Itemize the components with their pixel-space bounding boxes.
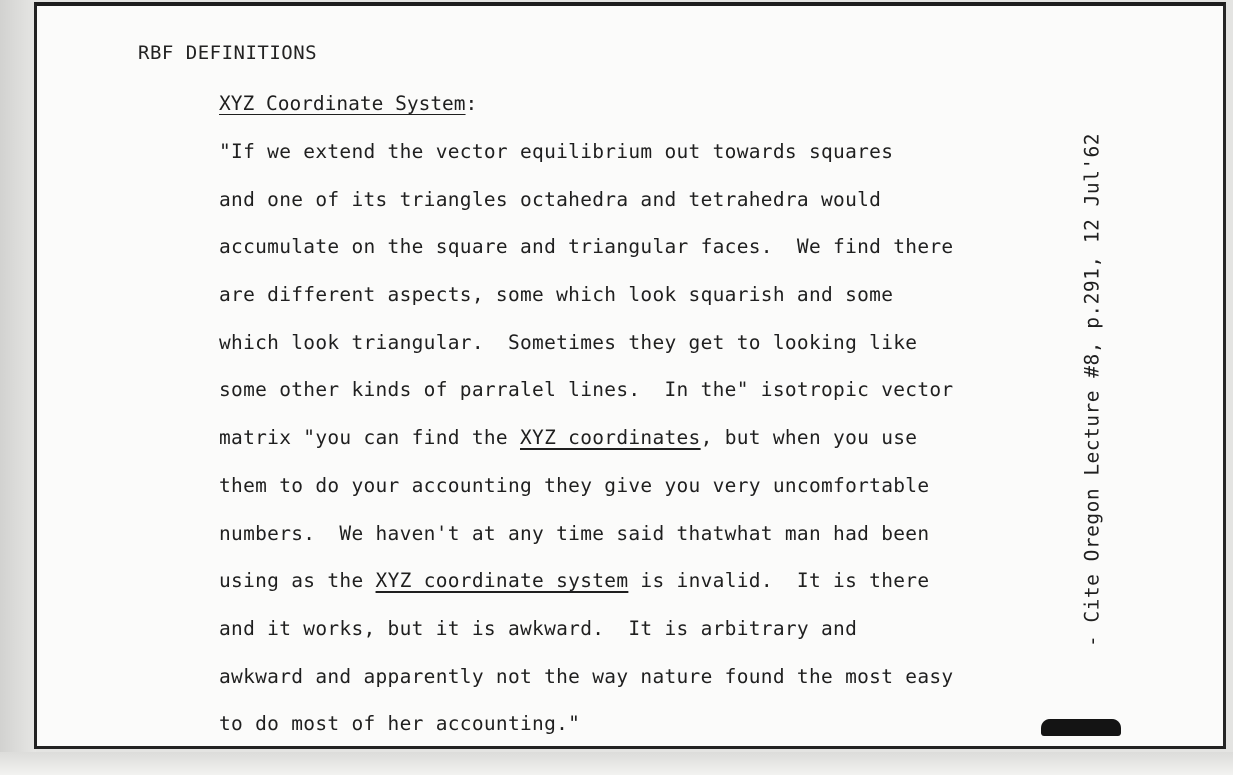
underlined-term: XYZ coordinates bbox=[520, 426, 701, 450]
quote-line bbox=[219, 617, 953, 665]
quote-text: and it works, but it is awkward. It is arbitrary and bbox=[219, 616, 858, 640]
quote-text: to do most of her accounting." bbox=[219, 712, 581, 736]
quote-text: and one of its triangles octahedra and tetrahedra would bbox=[219, 187, 882, 211]
quote-line bbox=[219, 378, 953, 426]
quote-text: accumulate on the square and triangular faces. We find there bbox=[219, 235, 954, 259]
citation-text: - Cite Oregon Lecture #8, p.291, 12 Jul'62 bbox=[1080, 132, 1104, 648]
quote-text: is invalid. It is there bbox=[628, 569, 930, 593]
quote-line bbox=[219, 283, 953, 331]
quote-text: numbers. We haven't at any time said thatwhat man had been bbox=[219, 521, 930, 545]
quote-text: "If we extend the vector equilibrium out towards squares bbox=[219, 140, 894, 163]
quote-text: matrix "you can find the bbox=[219, 426, 520, 450]
quote-text: , but when you use bbox=[700, 426, 918, 450]
quote-line bbox=[219, 188, 953, 236]
quote-line bbox=[219, 426, 953, 474]
quote-text: which look triangular. Sometimes they get to looking like bbox=[219, 330, 918, 354]
quote-line bbox=[219, 140, 953, 188]
quote-line bbox=[219, 522, 953, 570]
quote-text: awkward and apparently not the way nature found the most easy bbox=[219, 664, 954, 688]
underlined-term: XYZ coordinate system bbox=[375, 569, 629, 593]
quote-line bbox=[219, 235, 953, 283]
left-scan-shadow bbox=[0, 0, 36, 775]
quote-line bbox=[219, 331, 953, 379]
quote-line bbox=[219, 474, 953, 522]
term-colon: : bbox=[465, 92, 478, 115]
redaction-mark bbox=[1041, 719, 1121, 736]
page-title: RBF DEFINITIONS bbox=[138, 42, 318, 64]
term-title: XYZ Coordinate System bbox=[219, 92, 466, 115]
index-card bbox=[34, 2, 1226, 749]
quote-line bbox=[219, 665, 953, 713]
quote-text: them to do your accounting they give you very uncomfortable bbox=[219, 473, 930, 497]
quote-text: using as the bbox=[219, 569, 376, 593]
term-heading bbox=[219, 92, 477, 115]
quote-text: are different aspects, some which look squarish and some bbox=[219, 283, 894, 307]
definition-quote bbox=[219, 140, 953, 760]
quote-line bbox=[219, 569, 953, 617]
quote-line bbox=[219, 712, 953, 760]
quote-text: some other kinds of parralel lines. In the" isotropic vector bbox=[219, 378, 954, 402]
